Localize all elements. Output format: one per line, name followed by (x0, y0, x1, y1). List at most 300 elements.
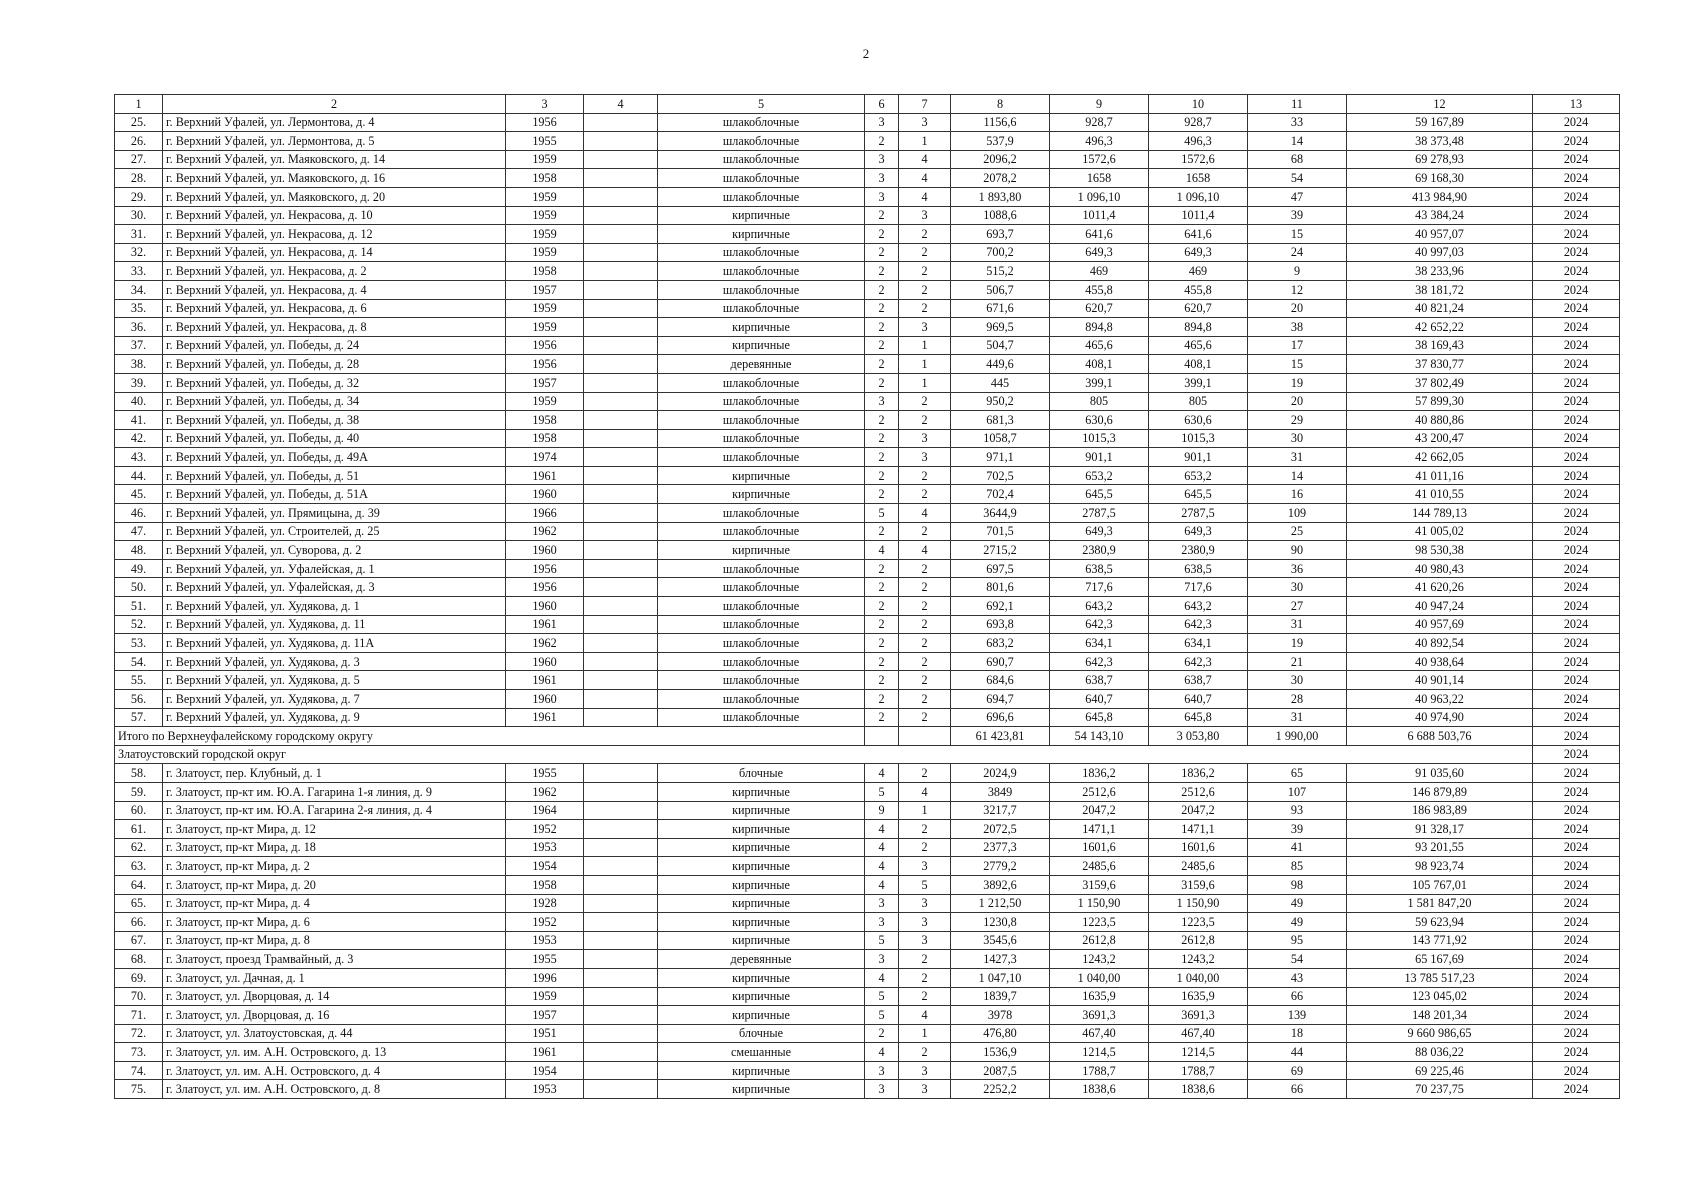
col-11-cell: 90 (1248, 541, 1347, 560)
col-9-cell: 2485,6 (1050, 857, 1149, 876)
col-11-cell: 9 (1248, 262, 1347, 281)
col-8-cell: 1 047,10 (951, 968, 1050, 987)
col-13-cell: 2024 (1533, 708, 1620, 727)
col-4-cell (584, 522, 658, 541)
year-cell: 1956 (506, 355, 584, 374)
col-12-cell: 57 899,30 (1347, 392, 1533, 411)
col-11-cell: 36 (1248, 559, 1347, 578)
col-8-cell: 1230,8 (951, 913, 1050, 932)
col-4-cell (584, 801, 658, 820)
col-4-cell (584, 894, 658, 913)
col-6-cell: 2 (865, 225, 899, 244)
row-number: 61. (115, 820, 163, 839)
wall-material-cell: шлакоблочные (658, 243, 865, 262)
col-7-cell: 2 (899, 1043, 951, 1062)
row-number: 30. (115, 206, 163, 225)
wall-material-cell: шлакоблочные (658, 169, 865, 188)
row-number: 32. (115, 243, 163, 262)
col-6-cell: 4 (865, 857, 899, 876)
address-cell: г. Златоуст, пр-кт Мира, д. 12 (163, 820, 506, 839)
year-cell: 1958 (506, 411, 584, 430)
col-7-cell: 2 (899, 615, 951, 634)
col-10-cell: 1223,5 (1149, 913, 1248, 932)
col-9-cell: 465,6 (1050, 336, 1149, 355)
col-12-cell: 148 201,34 (1347, 1006, 1533, 1025)
col-11-cell: 139 (1248, 1006, 1347, 1025)
col-8-cell: 2024,9 (951, 764, 1050, 783)
col-11-cell: 69 (1248, 1061, 1347, 1080)
year-cell: 1959 (506, 206, 584, 225)
col-13-cell: 2024 (1533, 1043, 1620, 1062)
col-6-cell: 3 (865, 150, 899, 169)
wall-material-cell: кирпичные (658, 782, 865, 801)
total-c10-cell: 3 053,80 (1149, 727, 1248, 746)
col-8-cell: 681,3 (951, 411, 1050, 430)
table-row (115, 690, 1620, 709)
col-10-cell: 638,7 (1149, 671, 1248, 690)
col-9-cell: 894,8 (1050, 318, 1149, 337)
wall-material-cell: шлакоблочные (658, 448, 865, 467)
col-4-cell (584, 559, 658, 578)
table-row (115, 801, 1620, 820)
col-12-cell: 40 957,69 (1347, 615, 1533, 634)
col-8-cell: 515,2 (951, 262, 1050, 281)
total-row (115, 727, 1620, 746)
col-4-cell (584, 875, 658, 894)
table-row (115, 169, 1620, 188)
col-6-cell: 3 (865, 169, 899, 188)
col-7-cell: 2 (899, 597, 951, 616)
col-12-cell: 186 983,89 (1347, 801, 1533, 820)
year-cell: 1961 (506, 1043, 584, 1062)
col-13-cell: 2024 (1533, 1080, 1620, 1099)
col-13-cell: 2024 (1533, 485, 1620, 504)
col-10-cell: 1015,3 (1149, 429, 1248, 448)
col-4-cell (584, 448, 658, 467)
col-12-cell: 43 200,47 (1347, 429, 1533, 448)
col-10-cell: 1243,2 (1149, 950, 1248, 969)
row-number: 53. (115, 634, 163, 653)
col-6-cell: 2 (865, 336, 899, 355)
col-11-cell: 31 (1248, 448, 1347, 467)
col-9-cell: 717,6 (1050, 578, 1149, 597)
row-number: 74. (115, 1061, 163, 1080)
col-11-cell: 38 (1248, 318, 1347, 337)
table-row (115, 522, 1620, 541)
table-row (115, 541, 1620, 560)
table-row (115, 225, 1620, 244)
table-row (115, 448, 1620, 467)
year-cell: 1961 (506, 466, 584, 485)
year-cell: 1959 (506, 318, 584, 337)
col-9-cell: 1223,5 (1050, 913, 1149, 932)
wall-material-cell: кирпичные (658, 1080, 865, 1099)
col-4-cell (584, 206, 658, 225)
col-7-cell: 2 (899, 671, 951, 690)
col-7-cell: 3 (899, 1061, 951, 1080)
col-12-cell: 105 767,01 (1347, 875, 1533, 894)
col-9-cell: 1 096,10 (1050, 187, 1149, 206)
column-header: 11 (1248, 95, 1347, 114)
col-9-cell: 1011,4 (1050, 206, 1149, 225)
wall-material-cell: кирпичные (658, 968, 865, 987)
row-number: 51. (115, 597, 163, 616)
col-13-cell: 2024 (1533, 801, 1620, 820)
col-12-cell: 98 530,38 (1347, 541, 1533, 560)
col-7-cell: 2 (899, 466, 951, 485)
table-row (115, 373, 1620, 392)
table-row (115, 299, 1620, 318)
table-row (115, 987, 1620, 1006)
col-8-cell: 3545,6 (951, 931, 1050, 950)
col-9-cell: 2612,8 (1050, 931, 1149, 950)
table-row (115, 597, 1620, 616)
col-12-cell: 413 984,90 (1347, 187, 1533, 206)
col-4-cell (584, 541, 658, 560)
col-9-cell: 3691,3 (1050, 1006, 1149, 1025)
col-12-cell: 40 997,03 (1347, 243, 1533, 262)
col-12-cell: 40 963,22 (1347, 690, 1533, 709)
col-8-cell: 701,5 (951, 522, 1050, 541)
col-4-cell (584, 652, 658, 671)
row-number: 34. (115, 280, 163, 299)
col-7-cell: 4 (899, 504, 951, 523)
col-13-cell: 2024 (1533, 150, 1620, 169)
col-9-cell: 399,1 (1050, 373, 1149, 392)
wall-material-cell: шлакоблочные (658, 652, 865, 671)
col-7-cell: 2 (899, 950, 951, 969)
col-7-cell: 2 (899, 299, 951, 318)
row-number: 50. (115, 578, 163, 597)
wall-material-cell: блочные (658, 1024, 865, 1043)
wall-material-cell: шлакоблочные (658, 559, 865, 578)
year-cell: 1961 (506, 615, 584, 634)
col-13-cell: 2024 (1533, 597, 1620, 616)
wall-material-cell: кирпичные (658, 1006, 865, 1025)
col-7-cell: 3 (899, 448, 951, 467)
col-8-cell: 1536,9 (951, 1043, 1050, 1062)
col-11-cell: 47 (1248, 187, 1347, 206)
year-cell: 1961 (506, 671, 584, 690)
year-cell: 1954 (506, 857, 584, 876)
col-13-cell: 2024 (1533, 652, 1620, 671)
col-8-cell: 537,9 (951, 132, 1050, 151)
col-12-cell: 40 974,90 (1347, 708, 1533, 727)
year-cell: 1954 (506, 1061, 584, 1080)
wall-material-cell: шлакоблочные (658, 634, 865, 653)
col-13-cell: 2024 (1533, 615, 1620, 634)
col-6-cell: 2 (865, 132, 899, 151)
address-cell: г. Златоуст, ул. Дачная, д. 1 (163, 968, 506, 987)
col-11-cell: 98 (1248, 875, 1347, 894)
col-12-cell: 43 384,24 (1347, 206, 1533, 225)
col-12-cell: 144 789,13 (1347, 504, 1533, 523)
col-10-cell: 1838,6 (1149, 1080, 1248, 1099)
col-6-cell: 5 (865, 1006, 899, 1025)
row-number: 55. (115, 671, 163, 690)
col-8-cell: 3849 (951, 782, 1050, 801)
col-8-cell: 3978 (951, 1006, 1050, 1025)
col-8-cell: 950,2 (951, 392, 1050, 411)
address-cell: г. Верхний Уфалей, ул. Худякова, д. 11А (163, 634, 506, 653)
col-4-cell (584, 225, 658, 244)
col-8-cell: 3217,7 (951, 801, 1050, 820)
year-cell: 1953 (506, 1080, 584, 1099)
col-6-cell: 2 (865, 690, 899, 709)
col-12-cell: 70 237,75 (1347, 1080, 1533, 1099)
col-4-cell (584, 280, 658, 299)
year-cell: 1960 (506, 597, 584, 616)
col-8-cell: 697,5 (951, 559, 1050, 578)
col-7-cell: 3 (899, 894, 951, 913)
col-8-cell: 3892,6 (951, 875, 1050, 894)
col-4-cell (584, 243, 658, 262)
col-13-cell: 2024 (1533, 541, 1620, 560)
col-10-cell: 1 040,00 (1149, 968, 1248, 987)
col-10-cell: 408,1 (1149, 355, 1248, 374)
address-cell: г. Верхний Уфалей, ул. Некрасова, д. 10 (163, 206, 506, 225)
year-cell: 1960 (506, 541, 584, 560)
col-13-cell: 2024 (1533, 578, 1620, 597)
col-8-cell: 1156,6 (951, 113, 1050, 132)
wall-material-cell: шлакоблочные (658, 132, 865, 151)
address-cell: г. Верхний Уфалей, ул. Худякова, д. 11 (163, 615, 506, 634)
col-11-cell: 14 (1248, 132, 1347, 151)
address-cell: г. Верхний Уфалей, ул. Прямицына, д. 39 (163, 504, 506, 523)
wall-material-cell: шлакоблочные (658, 262, 865, 281)
row-number: 54. (115, 652, 163, 671)
column-header: 12 (1347, 95, 1533, 114)
col-8-cell: 702,4 (951, 485, 1050, 504)
col-7-cell: 2 (899, 262, 951, 281)
col-7-cell: 5 (899, 875, 951, 894)
col-6-cell: 4 (865, 764, 899, 783)
col-10-cell: 649,3 (1149, 243, 1248, 262)
col-12-cell: 38 373,48 (1347, 132, 1533, 151)
year-cell: 1959 (506, 187, 584, 206)
col-12-cell: 69 278,93 (1347, 150, 1533, 169)
table-row (115, 485, 1620, 504)
address-cell: г. Златоуст, ул. Дворцовая, д. 16 (163, 1006, 506, 1025)
table-row (115, 504, 1620, 523)
col-6-cell: 5 (865, 504, 899, 523)
col-8-cell: 683,2 (951, 634, 1050, 653)
col-7-cell: 4 (899, 187, 951, 206)
col-13-cell: 2024 (1533, 280, 1620, 299)
col-9-cell: 645,8 (1050, 708, 1149, 727)
col-8-cell: 2078,2 (951, 169, 1050, 188)
col-4-cell (584, 113, 658, 132)
col-12-cell: 146 879,89 (1347, 782, 1533, 801)
table-row (115, 318, 1620, 337)
year-cell: 1951 (506, 1024, 584, 1043)
col-9-cell: 620,7 (1050, 299, 1149, 318)
col-9-cell: 2380,9 (1050, 541, 1149, 560)
col-6-cell: 5 (865, 987, 899, 1006)
col-8-cell: 693,7 (951, 225, 1050, 244)
address-cell: г. Златоуст, пр-кт Мира, д. 8 (163, 931, 506, 950)
col-8-cell: 1839,7 (951, 987, 1050, 1006)
year-cell: 1952 (506, 820, 584, 839)
year-cell: 1952 (506, 913, 584, 932)
column-header: 5 (658, 95, 865, 114)
address-cell: г. Златоуст, ул. им. А.Н. Островского, д. 8 (163, 1080, 506, 1099)
column-header: 1 (115, 95, 163, 114)
address-cell: г. Верхний Уфалей, ул. Победы, д. 40 (163, 429, 506, 448)
col-12-cell: 41 005,02 (1347, 522, 1533, 541)
page-number: 2 (862, 46, 870, 61)
col-13-cell: 2024 (1533, 634, 1620, 653)
col-13-cell: 2024 (1533, 782, 1620, 801)
col-6-cell: 3 (865, 113, 899, 132)
wall-material-cell: кирпичные (658, 541, 865, 560)
col-9-cell: 1572,6 (1050, 150, 1149, 169)
year-cell: 1960 (506, 690, 584, 709)
col-4-cell (584, 708, 658, 727)
col-6-cell: 3 (865, 1061, 899, 1080)
col-4-cell (584, 1024, 658, 1043)
housing-table (114, 94, 1620, 1099)
wall-material-cell: шлакоблочные (658, 411, 865, 430)
year-cell: 1960 (506, 485, 584, 504)
col-10-cell: 1788,7 (1149, 1061, 1248, 1080)
col-9-cell: 638,7 (1050, 671, 1149, 690)
table-row (115, 578, 1620, 597)
col-7-cell: 4 (899, 782, 951, 801)
col-10-cell: 1 150,90 (1149, 894, 1248, 913)
address-cell: г. Златоуст, пр-кт им. Ю.А. Гагарина 2-я линия, д. 4 (163, 801, 506, 820)
table-row (115, 782, 1620, 801)
year-cell: 1959 (506, 150, 584, 169)
col-13-cell: 2024 (1533, 1024, 1620, 1043)
col-12-cell: 40 880,86 (1347, 411, 1533, 430)
col-10-cell: 894,8 (1149, 318, 1248, 337)
table-row (115, 950, 1620, 969)
col-13-cell: 2024 (1533, 299, 1620, 318)
row-number: 26. (115, 132, 163, 151)
col-13-cell: 2024 (1533, 875, 1620, 894)
col-11-cell: 93 (1248, 801, 1347, 820)
year-cell: 1928 (506, 894, 584, 913)
col-10-cell: 1658 (1149, 169, 1248, 188)
table-row (115, 1043, 1620, 1062)
year-cell: 1958 (506, 262, 584, 281)
col-10-cell: 3159,6 (1149, 875, 1248, 894)
col-4-cell (584, 857, 658, 876)
table-row (115, 262, 1620, 281)
col-10-cell: 634,1 (1149, 634, 1248, 653)
year-cell: 1955 (506, 764, 584, 783)
col-8-cell: 693,8 (951, 615, 1050, 634)
col-7-cell: 4 (899, 150, 951, 169)
col-9-cell: 1788,7 (1050, 1061, 1149, 1080)
col-6-cell: 2 (865, 634, 899, 653)
table-row (115, 243, 1620, 262)
address-cell: г. Верхний Уфалей, ул. Худякова, д. 7 (163, 690, 506, 709)
col-10-cell: 653,2 (1149, 466, 1248, 485)
col-10-cell: 645,5 (1149, 485, 1248, 504)
column-header: 13 (1533, 95, 1620, 114)
wall-material-cell: смешанные (658, 1043, 865, 1062)
address-cell: г. Верхний Уфалей, ул. Победы, д. 49А (163, 448, 506, 467)
address-cell: г. Верхний Уфалей, ул. Победы, д. 24 (163, 336, 506, 355)
col-8-cell: 506,7 (951, 280, 1050, 299)
col-9-cell: 642,3 (1050, 652, 1149, 671)
col-10-cell: 399,1 (1149, 373, 1248, 392)
col-7-cell: 2 (899, 225, 951, 244)
year-cell: 1953 (506, 931, 584, 950)
year-cell: 1958 (506, 169, 584, 188)
col-7-cell: 4 (899, 541, 951, 560)
col-7-cell: 1 (899, 355, 951, 374)
col-4-cell (584, 504, 658, 523)
col-12-cell: 59 623,94 (1347, 913, 1533, 932)
col-11-cell: 68 (1248, 150, 1347, 169)
row-number: 52. (115, 615, 163, 634)
col-12-cell: 91 328,17 (1347, 820, 1533, 839)
row-number: 58. (115, 764, 163, 783)
col-8-cell: 2715,2 (951, 541, 1050, 560)
col-13-cell: 2024 (1533, 392, 1620, 411)
address-cell: г. Златоуст, пр-кт им. Ю.А. Гагарина 1-я линия, д. 9 (163, 782, 506, 801)
year-cell: 1956 (506, 559, 584, 578)
col-4-cell (584, 132, 658, 151)
row-number: 62. (115, 838, 163, 857)
col-12-cell: 40 980,43 (1347, 559, 1533, 578)
col-10-cell: 1836,2 (1149, 764, 1248, 783)
col-4-cell (584, 318, 658, 337)
col-13-cell: 2024 (1533, 764, 1620, 783)
address-cell: г. Верхний Уфалей, ул. Худякова, д. 3 (163, 652, 506, 671)
col-12-cell: 40 901,14 (1347, 671, 1533, 690)
col-13-cell: 2024 (1533, 894, 1620, 913)
col-6-cell: 4 (865, 1043, 899, 1062)
year-cell: 1953 (506, 838, 584, 857)
row-number: 68. (115, 950, 163, 969)
col-11-cell: 30 (1248, 578, 1347, 597)
col-6-cell: 4 (865, 820, 899, 839)
col-7-cell: 1 (899, 132, 951, 151)
col-8-cell: 692,1 (951, 597, 1050, 616)
col-13-cell: 2024 (1533, 448, 1620, 467)
address-cell: г. Верхний Уфалей, ул. Худякова, д. 5 (163, 671, 506, 690)
col-4-cell (584, 299, 658, 318)
col-7-cell: 2 (899, 968, 951, 987)
col-9-cell: 653,2 (1050, 466, 1149, 485)
col-10-cell: 649,3 (1149, 522, 1248, 541)
col-10-cell: 805 (1149, 392, 1248, 411)
col-9-cell: 1 150,90 (1050, 894, 1149, 913)
address-cell: г. Златоуст, ул. им. А.Н. Островского, д. 13 (163, 1043, 506, 1062)
address-cell: г. Златоуст, пр-кт Мира, д. 20 (163, 875, 506, 894)
address-cell: г. Верхний Уфалей, ул. Маяковского, д. 20 (163, 187, 506, 206)
col-12-cell: 13 785 517,23 (1347, 968, 1533, 987)
col-10-cell: 1011,4 (1149, 206, 1248, 225)
row-number: 42. (115, 429, 163, 448)
table-row (115, 1024, 1620, 1043)
row-number: 35. (115, 299, 163, 318)
col-12-cell: 40 938,64 (1347, 652, 1533, 671)
year-cell: 1974 (506, 448, 584, 467)
wall-material-cell: шлакоблочные (658, 373, 865, 392)
col-7-cell: 2 (899, 578, 951, 597)
table-row (115, 411, 1620, 430)
table-row (115, 187, 1620, 206)
wall-material-cell: шлакоблочные (658, 690, 865, 709)
table-row (115, 150, 1620, 169)
col-13-cell: 2024 (1533, 225, 1620, 244)
col-11-cell: 39 (1248, 820, 1347, 839)
